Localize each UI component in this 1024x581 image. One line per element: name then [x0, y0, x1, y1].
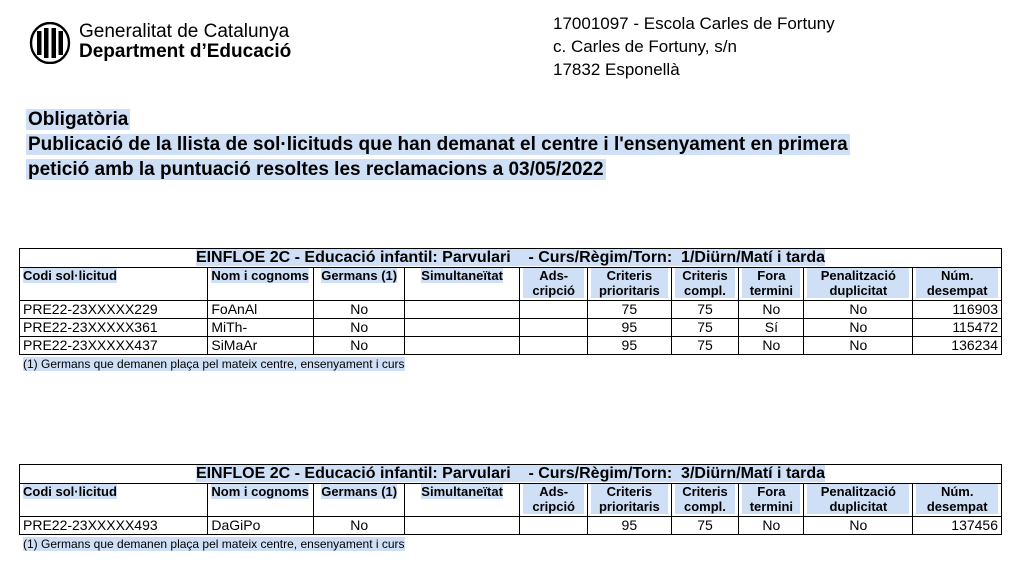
table-cell: 95	[588, 337, 671, 355]
column-header: Nom i cognoms	[208, 268, 314, 301]
table-cell: PRE22-23XXXXX361	[20, 319, 208, 337]
table-cell: 115472	[913, 319, 1002, 337]
generalitat-logo	[29, 22, 71, 64]
results-table-1	[19, 248, 1003, 371]
column-header: Fora termini	[739, 268, 804, 301]
school-line2: c. Carles de Fortuny, s/n	[553, 37, 737, 56]
table-cell: No	[739, 337, 804, 355]
title-line2: Publicació de la llista de sol·licituds que han demanat el centre i l'ensenyament en primera	[28, 134, 848, 155]
organization-name	[79, 22, 291, 62]
table-caption: EINFLOE 2C - Educació infantil: Parvulari - Curs/Règim/Torn: 3/Diürn/Matí i tarda	[195, 465, 826, 482]
org-line1: Generalitat de Catalunya	[79, 21, 290, 42]
table-cell: 75	[671, 301, 739, 319]
table-cell	[404, 517, 519, 535]
school-address	[553, 12, 835, 81]
org-line2: Department d’Educació	[79, 41, 292, 62]
column-header: Ads- cripció	[520, 268, 588, 301]
table-row	[20, 337, 1002, 355]
column-header: Codi sol·licitud	[20, 268, 208, 301]
table-footnote: (1) Germans que demanen plaça pel mateix centre, ensenyament i curs	[23, 537, 405, 551]
column-header: Ads- cripció	[520, 484, 588, 517]
table-cell	[404, 301, 519, 319]
column-header: Fora termini	[739, 484, 804, 517]
table-cell	[520, 301, 588, 319]
table-cell: 136234	[913, 337, 1002, 355]
column-header: Nom i cognoms	[208, 484, 314, 517]
table-cell: 116903	[913, 301, 1002, 319]
school-line1: 17001097 - Escola Carles de Fortuny	[553, 14, 835, 33]
table-cell: FoAnAl	[208, 301, 314, 319]
column-header: Germans (1)	[314, 484, 405, 517]
table-cell: 75	[671, 337, 739, 355]
table-caption: EINFLOE 2C - Educació infantil: Parvulari - Curs/Règim/Torn: 1/Diürn/Matí i tarda	[195, 249, 826, 266]
results-table-2	[19, 464, 1003, 551]
table-cell	[404, 319, 519, 337]
column-header: Simultaneïtat	[404, 484, 519, 517]
table-footnote: (1) Germans que demanen plaça pel mateix centre, ensenyament i curs	[23, 357, 405, 371]
school-line3: 17832 Esponellà	[553, 60, 680, 79]
table-cell: 75	[671, 319, 739, 337]
table-cell: No	[314, 337, 405, 355]
table-cell: SiMaAr	[208, 337, 314, 355]
column-header: Codi sol·licitud	[20, 484, 208, 517]
table-cell: No	[314, 301, 405, 319]
table-row	[20, 319, 1002, 337]
table-cell	[404, 337, 519, 355]
column-header: Germans (1)	[314, 268, 405, 301]
column-header: Simultaneïtat	[404, 268, 519, 301]
table-cell: PRE22-23XXXXX493	[20, 517, 208, 535]
column-header: Núm. desempat	[913, 268, 1002, 301]
column-header: Penalització duplicitat	[804, 484, 913, 517]
column-header: Criteris compl.	[671, 268, 739, 301]
column-header: Núm. desempat	[913, 484, 1002, 517]
table-cell: No	[314, 517, 405, 535]
table-cell: No	[804, 337, 913, 355]
column-header: Criteris compl.	[671, 484, 739, 517]
table-cell: No	[804, 301, 913, 319]
table-cell: 137456	[913, 517, 1002, 535]
table-cell: MiTh-	[208, 319, 314, 337]
table-cell: No	[314, 319, 405, 337]
table-cell: 95	[588, 319, 671, 337]
table-cell: PRE22-23XXXXX437	[20, 337, 208, 355]
title-line3: petició amb la puntuació resoltes les reclamacions a 03/05/2022	[28, 159, 604, 180]
page-title	[26, 107, 966, 182]
table-cell: 75	[588, 301, 671, 319]
table-cell: No	[739, 517, 804, 535]
title-line1: Obligatòria	[28, 109, 129, 130]
column-header: Criteris prioritaris	[588, 484, 671, 517]
table-cell	[520, 337, 588, 355]
table-cell: No	[804, 517, 913, 535]
results-table	[19, 248, 1002, 355]
table-cell: No	[739, 301, 804, 319]
table-cell	[520, 319, 588, 337]
table-cell	[520, 517, 588, 535]
column-header: Criteris prioritaris	[588, 268, 671, 301]
column-header: Penalització duplicitat	[804, 268, 913, 301]
table-cell: Sí	[739, 319, 804, 337]
table-cell: No	[804, 319, 913, 337]
table-row	[20, 517, 1002, 535]
table-cell: DaGiPo	[208, 517, 314, 535]
table-cell: PRE22-23XXXXX229	[20, 301, 208, 319]
table-cell: 95	[588, 517, 671, 535]
table-cell: 75	[671, 517, 739, 535]
results-table	[19, 464, 1002, 535]
table-row	[20, 301, 1002, 319]
